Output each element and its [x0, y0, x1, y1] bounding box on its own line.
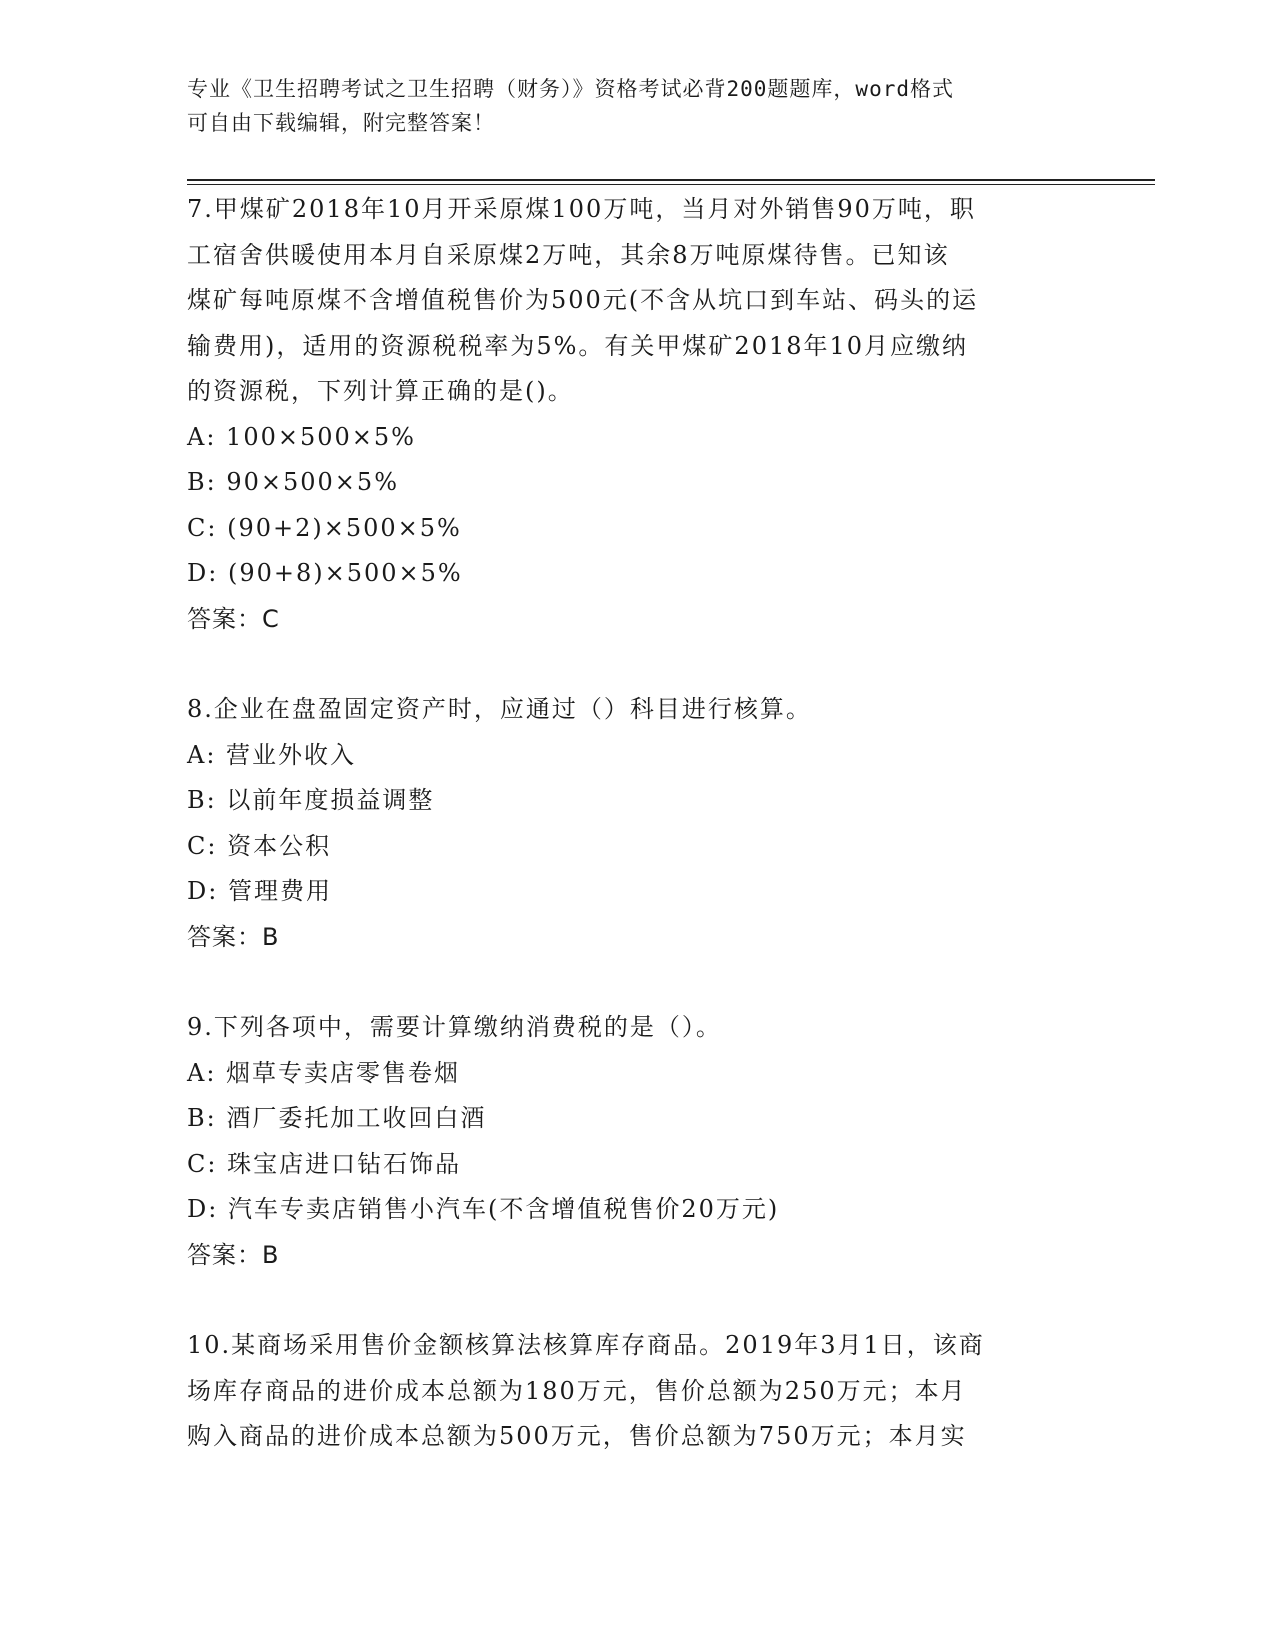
question-stem-line: 工宿舍供暖使用本月自采原煤2万吨，其余8万吨原煤待售。已知该: [187, 240, 950, 269]
option-d: D: (90+8)×500×5%: [187, 559, 463, 587]
option-c: C: 资本公积: [187, 831, 332, 860]
answer-label: 答案：C: [187, 604, 280, 633]
option-a: A: 100×500×5%: [187, 422, 416, 451]
question-7: [187, 187, 1087, 642]
question-stem-line: 的资源税，下列计算正确的是()。: [187, 377, 574, 405]
answer-label: 答案：B: [187, 922, 280, 951]
question-stem-line: 9.下列各项中，需要计算缴纳消费税的是（）。: [187, 1013, 722, 1041]
option-a: A: 营业外收入: [187, 740, 357, 769]
option-b: B: 90×500×5%: [187, 468, 399, 496]
question-gap: [187, 960, 1087, 1005]
question-stem-line: 购入商品的进价成本总额为500万元，售价总额为750万元；本月实: [187, 1422, 967, 1450]
question-9: [187, 1005, 1087, 1278]
question-stem-line: 输费用)，适用的资源税税率为5%。有关甲煤矿2018年10月应缴纳: [187, 331, 969, 360]
question-gap: [187, 642, 1087, 687]
option-b: B: 酒厂委托加工收回白酒: [187, 1104, 487, 1132]
option-b: B: 以前年度损益调整: [187, 786, 435, 814]
question-stem-line: 8.企业在盘盈固定资产时，应通过（）科目进行核算。: [187, 695, 812, 723]
header-line-1: 专业《卫生招聘考试之卫生招聘（财务）》资格考试必背200题题库，word格式: [187, 77, 954, 101]
option-c: C: 珠宝店进口钻石饰品: [187, 1149, 462, 1178]
header-divider-thick: [187, 179, 1155, 181]
question-stem-line: 煤矿每吨原煤不含增值税售价为500元(不含从坑口到车站、码头的运: [187, 286, 979, 314]
question-stem-line: 场库存商品的进价成本总额为180万元，售价总额为250万元；本月: [187, 1376, 967, 1405]
option-d: D: 管理费用: [187, 877, 332, 905]
header-line-2: 可自由下载编辑，附完整答案！: [187, 111, 495, 135]
option-c: C: (90+2)×500×5%: [187, 513, 462, 542]
question-stem-line: 7.甲煤矿2018年10月开采原煤100万吨，当月对外销售90万吨，职: [187, 195, 976, 223]
option-a: A: 烟草专卖店零售卷烟: [187, 1058, 461, 1087]
option-d: D: 汽车专卖店销售小汽车(不含增值税售价20万元): [187, 1195, 780, 1223]
question-10: [187, 1323, 1087, 1460]
document-header: [187, 72, 1087, 140]
question-gap: [187, 1278, 1087, 1323]
header-divider-thin: [187, 184, 1155, 185]
question-stem-line: 10.某商场采用售价金额核算法核算库存商品。2019年3月1日，该商: [187, 1331, 985, 1359]
answer-label: 答案：B: [187, 1240, 280, 1269]
question-list: [187, 187, 1087, 1460]
question-8: [187, 687, 1087, 960]
